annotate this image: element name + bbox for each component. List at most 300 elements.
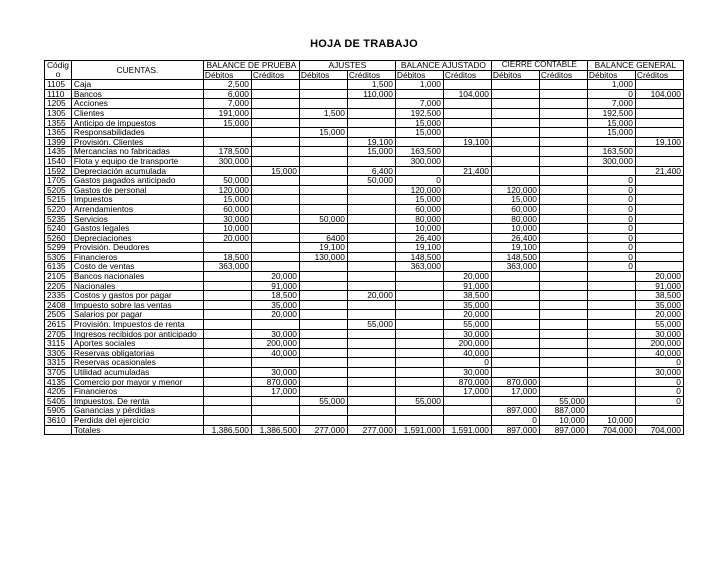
amount-cell: 10,000 <box>587 415 635 425</box>
amount-cell <box>203 166 251 176</box>
table-row <box>45 243 684 253</box>
amount-cell <box>395 368 443 378</box>
table-row <box>45 368 684 378</box>
amount-cell <box>299 80 347 90</box>
amount-cell <box>347 358 395 368</box>
amount-cell <box>587 272 635 282</box>
amount-cell: 38,500 <box>635 291 683 301</box>
amount-cell: 55,000 <box>347 320 395 330</box>
amount-cell <box>539 80 587 90</box>
amount-cell <box>395 137 443 147</box>
debit-header: Débitos <box>587 70 635 80</box>
amount-cell <box>491 310 539 320</box>
table-row <box>45 415 684 425</box>
credit-header: Créditos <box>443 70 491 80</box>
amount-cell <box>299 377 347 387</box>
debit-header: Débitos <box>395 70 443 80</box>
amount-cell: 104,000 <box>443 89 491 99</box>
amount-cell <box>539 320 587 330</box>
amount-cell: 0 <box>635 396 683 406</box>
amount-cell <box>443 128 491 138</box>
amount-cell <box>299 310 347 320</box>
account-code-cell: 5260 <box>45 233 72 243</box>
amount-cell: 1,386,500 <box>203 425 251 435</box>
worksheet-title: HOJA DE TRABAJO <box>310 38 418 50</box>
amount-cell: 19,100 <box>347 137 395 147</box>
amount-cell: 6400 <box>299 233 347 243</box>
account-name-cell: Gastos pagados anticipado <box>71 176 203 186</box>
amount-cell <box>539 147 587 157</box>
amount-cell <box>539 358 587 368</box>
amount-cell: 7,000 <box>203 99 251 109</box>
amount-cell: 6,400 <box>347 166 395 176</box>
account-code-cell: 1205 <box>45 99 72 109</box>
amount-cell: 120,000 <box>491 185 539 195</box>
amount-cell: 300,000 <box>203 156 251 166</box>
table-row <box>45 233 684 243</box>
amount-cell <box>587 406 635 416</box>
amount-cell <box>443 118 491 128</box>
amount-cell: 21,400 <box>635 166 683 176</box>
amount-cell <box>347 185 395 195</box>
amount-cell: 55,000 <box>539 396 587 406</box>
amount-cell <box>395 291 443 301</box>
amount-cell <box>347 300 395 310</box>
amount-cell: 6,000 <box>203 89 251 99</box>
amount-cell <box>443 415 491 425</box>
account-name-cell: Depreciaciones <box>71 233 203 243</box>
account-name-cell: Nacionales <box>71 281 203 291</box>
amount-cell <box>251 262 299 272</box>
amount-cell: 15,000 <box>395 128 443 138</box>
amount-cell <box>587 281 635 291</box>
amount-cell: 38,500 <box>443 291 491 301</box>
debit-header: Débitos <box>491 70 539 80</box>
amount-cell <box>251 176 299 186</box>
amount-cell: 887,000 <box>539 406 587 416</box>
amount-cell <box>635 185 683 195</box>
amount-cell: 277,000 <box>299 425 347 435</box>
amount-cell <box>203 300 251 310</box>
account-name-cell: Bancos nacionales <box>71 272 203 282</box>
amount-cell <box>251 108 299 118</box>
amount-cell <box>251 128 299 138</box>
amount-cell: 20,000 <box>251 310 299 320</box>
account-column-header: CUENTAS. <box>71 61 203 80</box>
table-row <box>45 348 684 358</box>
amount-cell <box>587 358 635 368</box>
amount-cell: 40,000 <box>443 348 491 358</box>
amount-cell: 15,000 <box>251 166 299 176</box>
amount-cell <box>539 348 587 358</box>
amount-cell: 26,400 <box>491 233 539 243</box>
account-code-cell: 5405 <box>45 396 72 406</box>
amount-cell <box>347 108 395 118</box>
amount-cell <box>347 406 395 416</box>
amount-cell <box>251 185 299 195</box>
amount-cell <box>587 387 635 397</box>
amount-cell <box>251 99 299 109</box>
account-code-cell: 6135 <box>45 262 72 272</box>
amount-cell: 55,000 <box>395 396 443 406</box>
account-code-cell: 1105 <box>45 80 72 90</box>
amount-cell: 40,000 <box>635 348 683 358</box>
table-row <box>45 147 684 157</box>
amount-cell: 15,000 <box>395 195 443 205</box>
group-header-closing: CIERRE CONTABLE <box>491 61 587 71</box>
amount-cell: 10,000 <box>491 224 539 234</box>
table-row <box>45 300 684 310</box>
amount-cell: 20,000 <box>347 291 395 301</box>
amount-cell <box>299 406 347 416</box>
amount-cell <box>539 108 587 118</box>
amount-cell <box>347 224 395 234</box>
amount-cell <box>587 329 635 339</box>
amount-cell <box>299 300 347 310</box>
table-row <box>45 252 684 262</box>
amount-cell <box>251 118 299 128</box>
table-row <box>45 262 684 272</box>
amount-cell: 20,000 <box>443 272 491 282</box>
amount-cell <box>395 300 443 310</box>
account-code-cell: 1540 <box>45 156 72 166</box>
amount-cell <box>299 415 347 425</box>
amount-cell <box>491 128 539 138</box>
amount-cell: 20,000 <box>635 272 683 282</box>
table-row <box>45 195 684 205</box>
amount-cell <box>251 195 299 205</box>
amount-cell: 178,500 <box>203 147 251 157</box>
amount-cell: 17,000 <box>491 387 539 397</box>
amount-cell: 2,500 <box>203 80 251 90</box>
amount-cell: 363,000 <box>395 262 443 272</box>
amount-cell <box>251 233 299 243</box>
amount-cell <box>635 156 683 166</box>
amount-cell: 0 <box>587 195 635 205</box>
amount-cell <box>347 252 395 262</box>
amount-cell <box>347 214 395 224</box>
account-code-cell: 5205 <box>45 185 72 195</box>
account-code-cell: 2615 <box>45 320 72 330</box>
amount-cell <box>443 195 491 205</box>
amount-cell: 50,000 <box>203 176 251 186</box>
amount-cell: 704,000 <box>635 425 683 435</box>
amount-cell: 20,000 <box>251 272 299 282</box>
table-row <box>45 224 684 234</box>
account-name-cell: Provisión. Impuestos de renta <box>71 320 203 330</box>
amount-cell <box>443 99 491 109</box>
amount-cell <box>491 358 539 368</box>
amount-cell: 30,000 <box>251 329 299 339</box>
account-name-cell: Provisión. Deudores <box>71 243 203 253</box>
amount-cell <box>203 368 251 378</box>
amount-cell: 148,500 <box>491 252 539 262</box>
amount-cell: 897,000 <box>491 425 539 435</box>
amount-cell <box>635 214 683 224</box>
amount-cell <box>347 204 395 214</box>
account-name-cell: Anticipo de impuestos <box>71 118 203 128</box>
amount-cell <box>491 339 539 349</box>
amount-cell <box>299 272 347 282</box>
amount-cell: 19,100 <box>395 243 443 253</box>
amount-cell <box>203 377 251 387</box>
account-code-cell: 2705 <box>45 329 72 339</box>
amount-cell <box>251 214 299 224</box>
amount-cell <box>539 262 587 272</box>
account-code-cell: 3705 <box>45 368 72 378</box>
table-row <box>45 185 684 195</box>
amount-cell: 19,100 <box>299 243 347 253</box>
account-code-cell: 1705 <box>45 176 72 186</box>
amount-cell <box>635 406 683 416</box>
account-name-cell: Clientes <box>71 108 203 118</box>
table-row <box>45 329 684 339</box>
amount-cell <box>347 310 395 320</box>
amount-cell <box>491 80 539 90</box>
account-code-cell: 1305 <box>45 108 72 118</box>
amount-cell <box>347 377 395 387</box>
amount-cell: 19,100 <box>491 243 539 253</box>
debit-header: Débitos <box>203 70 251 80</box>
amount-cell <box>299 329 347 339</box>
amount-cell <box>395 329 443 339</box>
amount-cell <box>635 252 683 262</box>
credit-header: Créditos <box>347 70 395 80</box>
amount-cell: 0 <box>443 358 491 368</box>
account-code-cell: 1110 <box>45 89 72 99</box>
amount-cell <box>347 387 395 397</box>
amount-cell: 200,000 <box>443 339 491 349</box>
account-code-cell: 2205 <box>45 281 72 291</box>
account-code-cell: 2408 <box>45 300 72 310</box>
account-code-cell: 2335 <box>45 291 72 301</box>
amount-cell <box>491 166 539 176</box>
table-row <box>45 339 684 349</box>
account-name-cell: Financieros <box>71 387 203 397</box>
amount-cell: 0 <box>587 224 635 234</box>
amount-cell <box>539 339 587 349</box>
account-code-cell: 5235 <box>45 214 72 224</box>
amount-cell <box>443 396 491 406</box>
account-code-cell: 5299 <box>45 243 72 253</box>
amount-cell: 10,000 <box>539 415 587 425</box>
credit-header: Créditos <box>635 70 683 80</box>
account-name-cell: Arrendamientos <box>71 204 203 214</box>
amount-cell <box>491 272 539 282</box>
amount-cell: 19,100 <box>635 137 683 147</box>
amount-cell <box>395 281 443 291</box>
amount-cell: 19,100 <box>443 137 491 147</box>
amount-cell <box>203 128 251 138</box>
amount-cell <box>539 233 587 243</box>
amount-cell: 897,000 <box>491 406 539 416</box>
amount-cell: 30,000 <box>251 368 299 378</box>
amount-cell <box>203 329 251 339</box>
amount-cell <box>539 300 587 310</box>
account-code-cell: 4205 <box>45 387 72 397</box>
amount-cell <box>539 195 587 205</box>
table-row <box>45 396 684 406</box>
amount-cell <box>203 291 251 301</box>
amount-cell <box>443 156 491 166</box>
amount-cell <box>491 176 539 186</box>
amount-cell <box>587 377 635 387</box>
amount-cell <box>539 291 587 301</box>
amount-cell <box>635 118 683 128</box>
amount-cell: 0 <box>635 387 683 397</box>
account-name-cell: Bancos <box>71 89 203 99</box>
amount-cell: 15,000 <box>587 118 635 128</box>
account-name-cell: Ganancias y pérdidas <box>71 406 203 416</box>
amount-cell: 60,000 <box>491 204 539 214</box>
amount-cell <box>299 368 347 378</box>
amount-cell: 0 <box>587 233 635 243</box>
credit-header: Créditos <box>539 70 587 80</box>
amount-cell: 0 <box>395 176 443 186</box>
amount-cell <box>635 233 683 243</box>
amount-cell: 20,000 <box>635 310 683 320</box>
amount-cell: 1,386,500 <box>251 425 299 435</box>
amount-cell <box>491 89 539 99</box>
amount-cell <box>539 310 587 320</box>
amount-cell <box>491 348 539 358</box>
amount-cell <box>251 156 299 166</box>
amount-cell: 91,000 <box>251 281 299 291</box>
table-row <box>45 310 684 320</box>
amount-cell <box>251 358 299 368</box>
account-name-cell: Totales <box>71 425 203 435</box>
amount-cell <box>587 339 635 349</box>
group-header-general-balance: BALANCE GENERAL <box>587 61 683 71</box>
amount-cell: 10,000 <box>203 224 251 234</box>
amount-cell <box>491 368 539 378</box>
amount-cell: 55,000 <box>443 320 491 330</box>
amount-cell: 30,000 <box>443 368 491 378</box>
amount-cell: 30,000 <box>635 368 683 378</box>
amount-cell: 15,000 <box>203 195 251 205</box>
amount-cell <box>347 329 395 339</box>
amount-cell <box>395 387 443 397</box>
amount-cell: 200,000 <box>251 339 299 349</box>
amount-cell: 10,000 <box>395 224 443 234</box>
amount-cell <box>251 320 299 330</box>
amount-cell: 200,000 <box>635 339 683 349</box>
amount-cell <box>347 281 395 291</box>
amount-cell <box>539 224 587 234</box>
amount-cell <box>299 281 347 291</box>
table-row <box>45 137 684 147</box>
amount-cell: 104,000 <box>635 89 683 99</box>
amount-cell: 363,000 <box>203 262 251 272</box>
amount-cell <box>539 166 587 176</box>
table-row <box>45 118 684 128</box>
account-name-cell: Costos y gastos por pagar <box>71 291 203 301</box>
account-code-cell: 1592 <box>45 166 72 176</box>
amount-cell: 1,000 <box>395 80 443 90</box>
amount-cell: 20,000 <box>443 310 491 320</box>
account-code-cell <box>45 425 72 435</box>
amount-cell <box>251 224 299 234</box>
amount-cell: 1,591,000 <box>443 425 491 435</box>
amount-cell <box>203 137 251 147</box>
amount-cell: 870,000 <box>443 377 491 387</box>
amount-cell <box>299 89 347 99</box>
amount-cell <box>299 358 347 368</box>
amount-cell: 15,000 <box>587 128 635 138</box>
amount-cell <box>443 252 491 262</box>
amount-cell <box>395 310 443 320</box>
amount-cell: 870,000 <box>251 377 299 387</box>
table-row <box>45 166 684 176</box>
account-name-cell: Impuesto sobre las ventas <box>71 300 203 310</box>
amount-cell <box>587 300 635 310</box>
amount-cell <box>635 128 683 138</box>
amount-cell <box>347 348 395 358</box>
amount-cell <box>203 415 251 425</box>
amount-cell <box>539 99 587 109</box>
account-name-cell: Gastos de personal <box>71 185 203 195</box>
account-name-cell: Ingresos recibidos por anticipado <box>71 329 203 339</box>
table-row <box>45 272 684 282</box>
amount-cell <box>635 224 683 234</box>
amount-cell: 15,000 <box>203 118 251 128</box>
amount-cell <box>347 396 395 406</box>
amount-cell: 50,000 <box>299 214 347 224</box>
amount-cell <box>491 396 539 406</box>
amount-cell: 1,500 <box>347 80 395 90</box>
amount-cell <box>491 156 539 166</box>
amount-cell <box>251 147 299 157</box>
code-column-header: Códig o <box>45 61 72 80</box>
amount-cell <box>539 118 587 128</box>
amount-cell: 30,000 <box>203 214 251 224</box>
amount-cell <box>251 415 299 425</box>
amount-cell <box>203 406 251 416</box>
amount-cell <box>299 348 347 358</box>
amount-cell <box>587 166 635 176</box>
amount-cell: 120,000 <box>395 185 443 195</box>
amount-cell <box>299 137 347 147</box>
table-row <box>45 204 684 214</box>
debit-header: Débitos <box>299 70 347 80</box>
amount-cell: 17,000 <box>443 387 491 397</box>
amount-cell: 0 <box>587 89 635 99</box>
table-row <box>45 291 684 301</box>
account-code-cell: 2505 <box>45 310 72 320</box>
amount-cell <box>347 368 395 378</box>
account-name-cell: Provisión. Clientes <box>71 137 203 147</box>
worksheet-table <box>44 60 684 435</box>
amount-cell <box>587 291 635 301</box>
amount-cell <box>539 387 587 397</box>
credit-header: Créditos <box>251 70 299 80</box>
amount-cell <box>539 214 587 224</box>
account-code-cell: 1355 <box>45 118 72 128</box>
amount-cell <box>251 243 299 253</box>
account-name-cell: Servicios <box>71 214 203 224</box>
amount-cell: 704,000 <box>587 425 635 435</box>
amount-cell <box>491 329 539 339</box>
amount-cell <box>203 358 251 368</box>
amount-cell <box>299 166 347 176</box>
amount-cell <box>299 99 347 109</box>
amount-cell <box>443 147 491 157</box>
account-name-cell: Depreciación acumulada <box>71 166 203 176</box>
amount-cell: 1,591,000 <box>395 425 443 435</box>
amount-cell <box>539 252 587 262</box>
amount-cell <box>347 339 395 349</box>
amount-cell: 15,000 <box>491 195 539 205</box>
